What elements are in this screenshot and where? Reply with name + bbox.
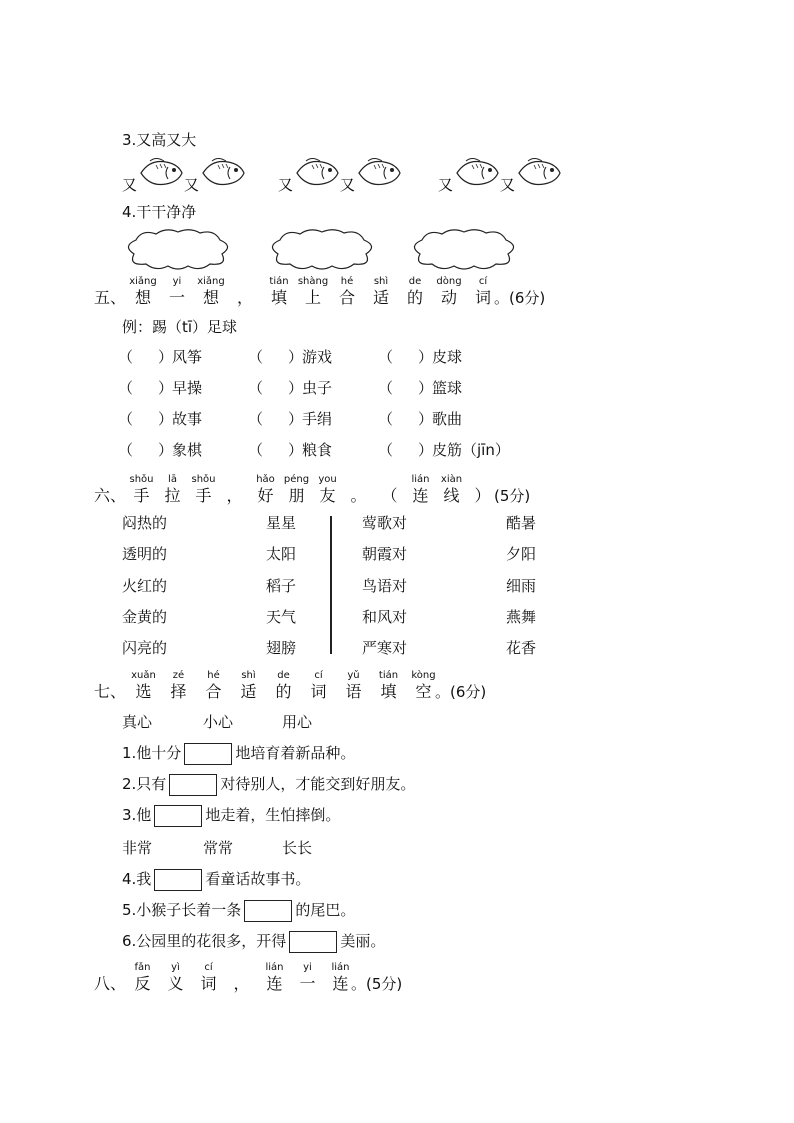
hanzi: ， [226,486,243,505]
bank-word: 真心 [122,713,153,731]
pinyin [219,474,250,486]
ruby-char [436,474,467,506]
pinyin: tián [378,670,399,681]
ruby-char [194,276,228,308]
pinyin: shì [373,276,389,287]
hanzi: 词 [474,288,491,307]
hanzi: 语 [345,682,362,701]
ruby-char [301,670,336,702]
paren-close: ） [288,379,304,397]
match-word: 闷热的 [122,514,168,532]
match-word: 火红的 [122,577,168,595]
answer-box[interactable] [289,931,337,953]
pinyin: hǎo [256,474,275,485]
answer-box[interactable] [154,869,202,891]
ruby-char [228,276,262,308]
match-word: 鸟语对 [362,577,408,595]
pinyin: zé [172,670,185,681]
pinyin: de [277,670,290,681]
paren-close: ） [158,348,174,366]
ruby-char [126,276,160,308]
pinyin: hé [340,276,354,287]
sentence-4: 4.我 看童话故事书。 [122,868,310,891]
bank-word: 小心 [203,713,234,731]
pinyin: lián [265,962,284,973]
match-word: 燕舞 [506,608,537,626]
pinyin: lā [168,474,177,485]
ruby-char [250,474,281,506]
ruby-char [296,276,330,308]
paren-close: ） [418,410,434,428]
you-char: 又 [122,176,138,194]
answer-box[interactable] [184,743,232,765]
ruby-char [126,962,159,994]
hanzi: 空 [415,682,432,701]
match-word: 严寒对 [362,639,408,657]
pinyin [467,474,498,486]
section-points: 。(6分) [435,683,487,701]
paren-open: （ [118,348,134,366]
match-word: 和风对 [362,608,408,626]
hanzi: 想 [202,288,219,307]
hanzi: 一 [299,974,316,993]
you-char: 又 [184,176,200,194]
hanzi: 连 [332,974,349,993]
section-points: (5分) [494,487,531,505]
pinyin: xuǎn [131,670,156,681]
hanzi: ） [474,486,491,505]
ruby-char [192,962,225,994]
section-number: 七、 [94,682,127,701]
cloud-shape [266,226,378,272]
cloud-shape [408,226,520,272]
sec5-example: 例：踢（tī）足球 [122,318,238,336]
ruby-char [405,474,436,506]
hanzi: 合 [205,682,222,701]
match-word: 朝霞对 [362,545,408,563]
section-number: 六、 [94,486,127,505]
paren-open: （ [378,348,394,366]
hanzi: 选 [135,682,152,701]
pinyin: tián [269,276,289,287]
paren-open: （ [378,379,394,397]
sec7-title [94,670,654,704]
paren-close: ） [158,441,174,459]
ruby-char [336,670,371,702]
verb-object: 象棋 [172,441,203,459]
hanzi: 一 [168,288,185,307]
verb-object: 早操 [172,379,203,397]
pinyin: yi [172,276,182,287]
sec8-title [94,962,494,996]
ruby-char [432,276,466,308]
fish-icon [356,156,402,194]
match-word: 酷暑 [506,514,537,532]
pinyin: kòng [411,670,436,681]
match-word: 透明的 [122,545,168,563]
match-word: 天气 [266,608,297,626]
ruby-char [160,276,194,308]
match-word: 星星 [266,514,297,532]
ruby-char [161,670,196,702]
pinyin: hé [207,670,220,681]
ruby-char [258,962,291,994]
match-word: 翅膀 [266,639,297,657]
verb-object: 手绢 [302,410,333,428]
hanzi: 填 [380,682,397,701]
hanzi: 适 [372,288,389,307]
hanzi: 拉 [164,486,181,505]
sentence-3: 3.他 地走着，生怕摔倒。 [122,804,340,827]
paren-open: （ [118,410,134,428]
paren-open: （ [118,379,134,397]
verb-object: 篮球 [432,379,463,397]
paren-close: ） [158,379,174,397]
pinyin: péng [283,474,310,485]
fish-icon [294,156,340,194]
paren-close: ） [288,410,304,428]
ruby-char [266,670,301,702]
sentence-6: 6.公园里的花很多，开得 美丽。 [122,930,385,953]
hanzi: 填 [270,288,287,307]
you-char: 又 [438,176,454,194]
section-points: 。(6分) [494,289,546,307]
hanzi: 反 [134,974,151,993]
pinyin: dòng [436,276,462,287]
ruby-char [398,276,432,308]
ruby-char [188,474,219,506]
verb-object: 皮球 [432,348,463,366]
pinyin: yǔ [347,670,360,681]
paren-open: （ [248,348,264,366]
ruby-char [291,962,324,994]
hanzi: 词 [310,682,327,701]
sec6-title [94,474,654,508]
ruby-char [126,474,157,506]
ruby-char [281,474,312,506]
section-number: 八、 [94,974,127,993]
ruby-char [231,670,266,702]
fish-icon [454,156,500,194]
paren-open: （ [378,410,394,428]
match-word: 金黄的 [122,608,168,626]
match-word: 闪亮的 [122,639,168,657]
ruby-char [126,670,161,702]
sentence-5: 5.小猴子长着一条 的尾巴。 [122,899,355,922]
match-word: 细雨 [506,577,537,595]
hanzi: 的 [406,288,423,307]
sentence-2: 2.只有 对待别人，才能交到好朋友。 [122,773,415,796]
paren-open: （ [118,441,134,459]
section-points: 。(5分) [351,975,403,993]
hanzi: 义 [167,974,184,993]
answer-box[interactable] [169,774,217,796]
hanzi: 适 [240,682,257,701]
verb-object: 歌曲 [432,410,463,428]
divider-line [330,516,332,654]
pinyin: shàng [297,276,329,287]
verb-object: 皮筋（jīn） [432,441,510,459]
pinyin: xiàn [440,474,463,485]
ruby-char [330,276,364,308]
bank-word: 用心 [282,713,313,731]
hanzi: 线 [443,486,460,505]
hanzi: ， [236,288,253,307]
ruby-char [196,670,231,702]
paren-open: （ [248,410,264,428]
paren-close: ） [418,441,434,459]
pinyin: you [318,474,337,485]
verb-object: 风筝 [172,348,203,366]
hanzi: 的 [275,682,292,701]
pinyin: cí [204,962,213,973]
pinyin: yi [303,962,312,973]
pinyin: shǒu [191,474,216,485]
pinyin [374,474,405,486]
paren-close: ） [418,348,434,366]
hanzi: ， [233,974,250,993]
you-char: 又 [278,176,294,194]
hanzi: 连 [266,974,283,993]
fish-icon [200,156,246,194]
hanzi: 择 [170,682,187,701]
pinyin: xiǎng [197,276,225,287]
ruby-char [374,474,405,506]
paren-close: ） [288,441,304,459]
verb-object: 游戏 [302,348,333,366]
pinyin [228,276,262,288]
pinyin: shì [241,670,256,681]
match-word: 花香 [506,639,537,657]
pinyin [225,962,258,974]
hanzi: 想 [134,288,151,307]
pinyin: cí [314,670,323,681]
ruby-char [219,474,250,506]
hanzi: 合 [338,288,355,307]
pinyin [343,474,374,486]
hanzi: 上 [304,288,321,307]
section-number: 五、 [94,288,127,307]
ruby-char [262,276,296,308]
cloud-shape [122,226,234,272]
ruby-char [159,962,192,994]
bank-word: 常常 [203,839,234,857]
match-word: 太阳 [266,545,297,563]
pinyin: lián [331,962,350,973]
q4-label: 4.干干净净 [122,203,197,221]
paren-close: ） [288,348,304,366]
ruby-char [225,962,258,994]
bank-word: 非常 [122,839,153,857]
paren-close: ） [158,410,174,428]
ruby-char [364,276,398,308]
hanzi: 词 [200,974,217,993]
sec5-title [94,276,654,310]
pinyin: xiǎng [129,276,157,287]
fish-icon [516,156,562,194]
ruby-char [157,474,188,506]
hanzi: 好 [257,486,274,505]
hanzi: （ [381,486,398,505]
paren-close: ） [418,379,434,397]
hanzi: 连 [412,486,429,505]
pinyin: cí [478,276,488,287]
paren-open: （ [248,441,264,459]
pinyin: de [408,276,422,287]
verb-object: 粮食 [302,441,333,459]
match-word: 稻子 [266,577,297,595]
answer-box[interactable] [154,805,202,827]
pinyin: fǎn [134,962,151,973]
verb-object: 虫子 [302,379,333,397]
hanzi: 手 [195,486,212,505]
pinyin: yì [171,962,180,973]
match-word: 莺歌对 [362,514,408,532]
hanzi: 。 [350,486,367,505]
pinyin: lián [411,474,430,485]
you-char: 又 [340,176,356,194]
hanzi: 朋 [288,486,305,505]
verb-object: 故事 [172,410,203,428]
hanzi: 友 [319,486,336,505]
fish-icon [138,156,184,194]
q3-label: 3.又高又大 [122,131,197,149]
paren-open: （ [248,379,264,397]
ruby-char [371,670,406,702]
hanzi: 手 [133,486,150,505]
ruby-char [312,474,343,506]
match-word: 夕阳 [506,545,537,563]
you-char: 又 [500,176,516,194]
sentence-1: 1.他十分 地培育着新品种。 [122,742,355,765]
answer-box[interactable] [244,900,292,922]
paren-open: （ [378,441,394,459]
pinyin: shǒu [129,474,154,485]
hanzi: 动 [440,288,457,307]
bank-word: 长长 [282,839,313,857]
ruby-char [343,474,374,506]
